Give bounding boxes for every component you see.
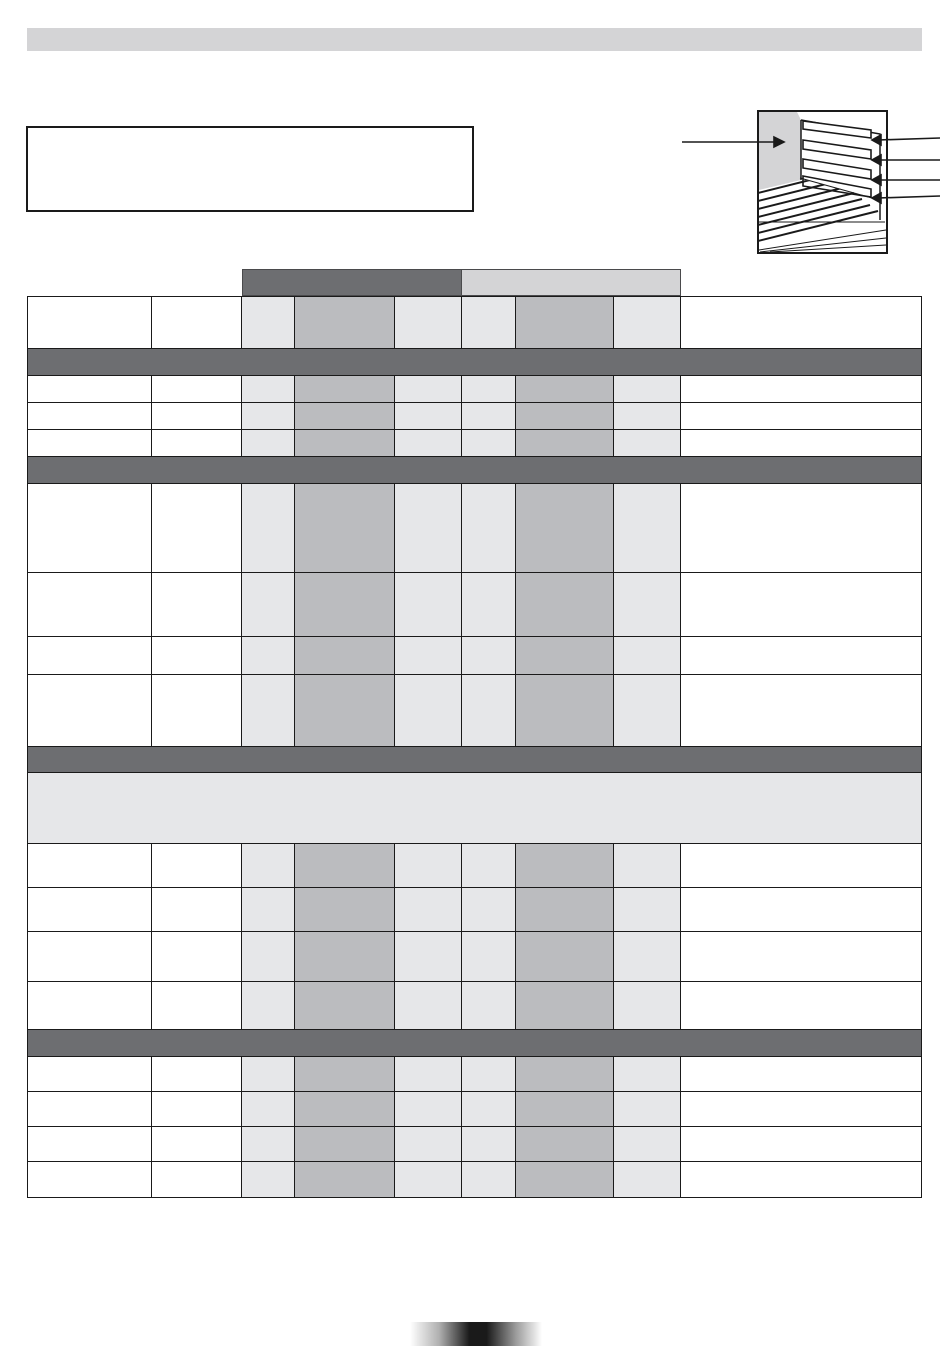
table-header-row — [27, 296, 922, 349]
header-cell — [395, 296, 462, 349]
table-cell — [395, 1092, 462, 1127]
table-cell — [242, 403, 295, 430]
table-cell — [516, 844, 614, 888]
table-cell — [295, 403, 395, 430]
table-cell — [681, 430, 922, 457]
table-cell — [152, 573, 242, 637]
table-row — [27, 430, 922, 457]
table-cell — [681, 675, 922, 747]
table-cell — [152, 1092, 242, 1127]
table-cell — [681, 1057, 922, 1092]
table-cell — [295, 982, 395, 1030]
table-cell — [242, 1127, 295, 1162]
table-cell — [27, 932, 152, 982]
table-cell — [681, 376, 922, 403]
table-cell — [462, 675, 516, 747]
table-cell — [516, 430, 614, 457]
table-cell — [295, 675, 395, 747]
table-cell — [462, 982, 516, 1030]
table-cell — [152, 1057, 242, 1092]
table-cell — [295, 1092, 395, 1127]
table-row — [27, 1092, 922, 1127]
table-cell — [462, 376, 516, 403]
table-cell — [681, 484, 922, 573]
table-row — [27, 1127, 922, 1162]
table-cell — [614, 1127, 681, 1162]
table-cell — [614, 675, 681, 747]
table-cell — [614, 932, 681, 982]
table-cell — [614, 982, 681, 1030]
table-row — [27, 888, 922, 932]
table-cell — [242, 844, 295, 888]
table-cell — [152, 376, 242, 403]
table-cell — [242, 982, 295, 1030]
table-cell — [614, 484, 681, 573]
header-cell — [681, 296, 922, 349]
table-cell — [462, 1127, 516, 1162]
table-cell — [295, 376, 395, 403]
table-row — [27, 675, 922, 747]
table-cell — [242, 932, 295, 982]
table-cell — [614, 1057, 681, 1092]
column-group-header-b — [462, 269, 681, 296]
table-cell — [27, 844, 152, 888]
table-cell — [395, 430, 462, 457]
table-cell — [242, 1162, 295, 1198]
table-row — [27, 1162, 922, 1198]
page-number-tab — [410, 1322, 542, 1346]
table-row — [27, 573, 922, 637]
table-cell — [295, 573, 395, 637]
table-cell — [462, 484, 516, 573]
section-note — [27, 773, 922, 844]
table-cell — [681, 844, 922, 888]
header-cell — [295, 296, 395, 349]
table-cell — [242, 888, 295, 932]
table-cell — [462, 932, 516, 982]
header-cell — [516, 296, 614, 349]
table-cell — [681, 982, 922, 1030]
table-row — [27, 1057, 922, 1092]
table-cell — [295, 484, 395, 573]
table-cell — [242, 675, 295, 747]
table-cell — [614, 888, 681, 932]
table-cell — [462, 1162, 516, 1198]
table-cell — [516, 888, 614, 932]
table-cell — [395, 573, 462, 637]
header-cell — [614, 296, 681, 349]
table-cell — [395, 637, 462, 675]
table-cell — [516, 637, 614, 675]
table-cell — [27, 376, 152, 403]
table-cell — [295, 1057, 395, 1092]
table-cell — [681, 1092, 922, 1127]
section-band-2 — [27, 457, 922, 484]
cooking-table — [27, 296, 922, 1198]
table-cell — [152, 982, 242, 1030]
table-cell — [614, 1092, 681, 1127]
table-row — [27, 844, 922, 888]
table-cell — [27, 675, 152, 747]
table-cell — [27, 403, 152, 430]
table-cell — [152, 1127, 242, 1162]
table-cell — [152, 932, 242, 982]
table-cell — [295, 932, 395, 982]
table-cell — [152, 888, 242, 932]
table-cell — [614, 430, 681, 457]
table-cell — [681, 888, 922, 932]
table-cell — [614, 844, 681, 888]
table-cell — [681, 573, 922, 637]
table-cell — [395, 675, 462, 747]
note-box — [26, 126, 474, 212]
table-cell — [242, 1057, 295, 1092]
table-cell — [516, 675, 614, 747]
table-cell — [395, 1162, 462, 1198]
header-cell — [27, 296, 152, 349]
table-cell — [152, 844, 242, 888]
header-cell — [462, 296, 516, 349]
table-cell — [295, 1162, 395, 1198]
table-cell — [27, 1057, 152, 1092]
table-cell — [27, 430, 152, 457]
section-band-3 — [27, 747, 922, 773]
oven-shelf-diagram — [670, 108, 945, 258]
table-cell — [681, 1127, 922, 1162]
table-cell — [242, 573, 295, 637]
table-cell — [27, 1127, 152, 1162]
table-cell — [462, 844, 516, 888]
table-cell — [27, 982, 152, 1030]
table-cell — [295, 430, 395, 457]
table-row — [27, 637, 922, 675]
table-cell — [27, 484, 152, 573]
table-cell — [462, 1057, 516, 1092]
table-cell — [295, 1127, 395, 1162]
table-cell — [516, 573, 614, 637]
table-cell — [681, 637, 922, 675]
table-cell — [516, 403, 614, 430]
table-cell — [395, 844, 462, 888]
table-row — [27, 932, 922, 982]
table-row — [27, 403, 922, 430]
section-band-4 — [27, 1030, 922, 1057]
table-cell — [295, 637, 395, 675]
table-cell — [614, 403, 681, 430]
table-cell — [395, 484, 462, 573]
table-cell — [516, 484, 614, 573]
table-cell — [27, 888, 152, 932]
table-cell — [614, 1162, 681, 1198]
header-bar — [27, 28, 922, 51]
table-cell — [681, 403, 922, 430]
table-cell — [27, 573, 152, 637]
table-cell — [242, 376, 295, 403]
table-cell — [516, 1127, 614, 1162]
table-cell — [152, 484, 242, 573]
table-cell — [152, 403, 242, 430]
table-cell — [395, 1057, 462, 1092]
table-row — [27, 376, 922, 403]
table-cell — [152, 675, 242, 747]
table-cell — [395, 888, 462, 932]
table-cell — [462, 430, 516, 457]
table-cell — [395, 376, 462, 403]
column-group-header-a — [242, 269, 462, 296]
table-cell — [242, 484, 295, 573]
table-cell — [295, 888, 395, 932]
table-cell — [516, 1162, 614, 1198]
table-cell — [395, 982, 462, 1030]
table-cell — [516, 1057, 614, 1092]
table-cell — [462, 888, 516, 932]
table-cell — [462, 1092, 516, 1127]
table-cell — [462, 573, 516, 637]
table-cell — [395, 932, 462, 982]
table-cell — [516, 932, 614, 982]
table-cell — [152, 1162, 242, 1198]
table-row — [27, 982, 922, 1030]
section-band-1 — [27, 349, 922, 376]
table-cell — [395, 403, 462, 430]
table-cell — [27, 1092, 152, 1127]
table-cell — [681, 932, 922, 982]
table-cell — [614, 637, 681, 675]
table-row — [27, 484, 922, 573]
table-cell — [27, 1162, 152, 1198]
table-cell — [462, 403, 516, 430]
table-cell — [614, 376, 681, 403]
table-cell — [614, 573, 681, 637]
table-cell — [516, 982, 614, 1030]
table-cell — [462, 637, 516, 675]
header-cell — [242, 296, 295, 349]
table-cell — [242, 1092, 295, 1127]
table-cell — [516, 376, 614, 403]
header-cell — [152, 296, 242, 349]
table-cell — [27, 637, 152, 675]
table-cell — [152, 637, 242, 675]
table-cell — [152, 430, 242, 457]
table-cell — [395, 1127, 462, 1162]
table-cell — [681, 1162, 922, 1198]
table-cell — [242, 637, 295, 675]
table-cell — [516, 1092, 614, 1127]
table-cell — [242, 430, 295, 457]
table-cell — [295, 844, 395, 888]
